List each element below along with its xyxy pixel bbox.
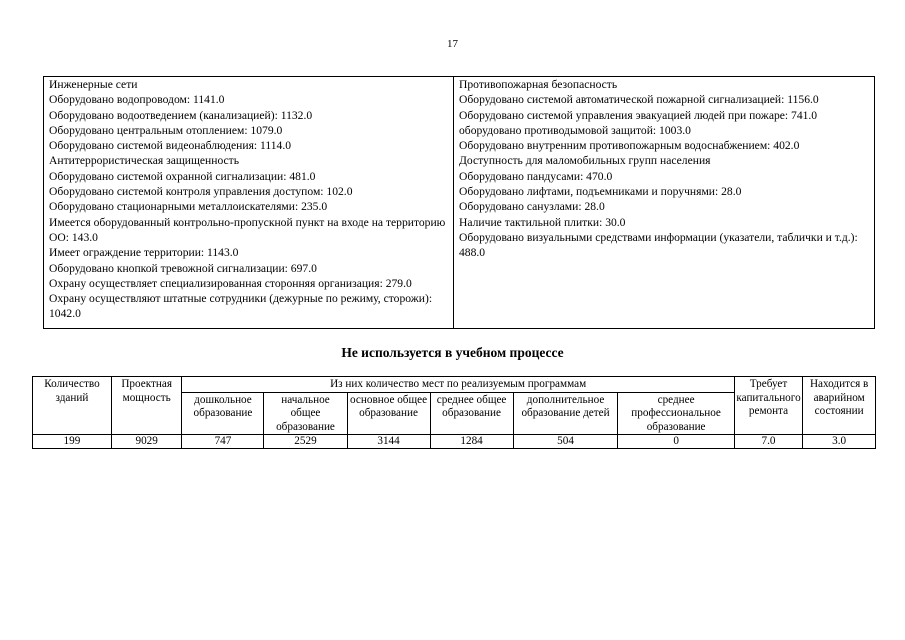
item-security-alarm: Оборудовано системой охранной сигнализации: 481.0 bbox=[49, 169, 316, 183]
item-sewerage: Оборудовано водоотведением (канализацией): 1132.0 bbox=[49, 108, 313, 122]
section-title-accessibility: Доступность для маломобильных групп населения bbox=[459, 154, 711, 168]
header-programs: Из них количество мест по реализуемым программам bbox=[182, 377, 734, 393]
table-row bbox=[33, 435, 876, 449]
item-panic-button: Оборудовано кнопкой тревожной сигнализации: 697.0 bbox=[49, 261, 317, 275]
value-preschool: 747 bbox=[182, 435, 264, 449]
item-evacuation-control: Оборудовано системой управления эвакуацией людей при пожаре: 741.0 bbox=[459, 108, 818, 122]
item-access-control: Оборудовано системой контроля управления доступом: 102.0 bbox=[49, 185, 353, 199]
item-staff-guard: Охрану осуществляют штатные сотрудники (дежурные по режиму, сторожи): 1042.0 bbox=[49, 292, 433, 321]
value-capacity: 9029 bbox=[111, 435, 182, 449]
value-basic: 3144 bbox=[347, 435, 430, 449]
item-ramps: Оборудовано пандусами: 470.0 bbox=[459, 169, 613, 183]
right-column bbox=[454, 77, 874, 328]
subheader-preschool: дошкольное образование bbox=[182, 392, 264, 435]
item-water-supply: Оборудовано водопроводом: 1141.0 bbox=[49, 93, 225, 107]
page-number: 17 bbox=[447, 38, 458, 50]
item-fire-alarm: Оборудовано системой автоматической пожарной сигнализацией: 1156.0 bbox=[459, 93, 819, 107]
subheader-primary: начальное общее образование bbox=[264, 392, 347, 435]
section-heading: Не используется в учебном процессе bbox=[341, 345, 564, 360]
header-capacity: Проектная мощность bbox=[111, 377, 182, 435]
header-emergency: Находится в аварийном состоянии bbox=[803, 377, 876, 435]
subheader-basic: основное общее образование bbox=[347, 392, 430, 435]
value-buildings: 199 bbox=[33, 435, 112, 449]
item-video-surveillance: Оборудовано системой видеонаблюдения: 1114.0 bbox=[49, 139, 292, 153]
subheader-vocational: среднее профессиональное образование bbox=[618, 392, 734, 435]
subheader-additional: дополнительное образование детей bbox=[513, 392, 618, 435]
value-secondary: 1284 bbox=[430, 435, 513, 449]
item-central-heating: Оборудовано центральным отоплением: 1079.0 bbox=[49, 123, 283, 137]
item-metal-detectors: Оборудовано стационарными металлоискателями: 235.0 bbox=[49, 200, 328, 214]
value-additional: 504 bbox=[513, 435, 618, 449]
item-visual-info: Оборудовано визуальными средствами информации (указатели, таблички и т.д.): 488.0 bbox=[459, 230, 858, 260]
infrastructure-table bbox=[43, 76, 875, 329]
item-external-guard: Охрану осуществляет специализированная сторонняя организация: 279.0 bbox=[49, 276, 412, 290]
value-emergency: 3.0 bbox=[803, 435, 876, 449]
value-primary: 2529 bbox=[264, 435, 347, 449]
item-checkpoint: Имеется оборудованный контрольно-пропускной пункт на входе на территорию ОО: 143.0 bbox=[49, 215, 446, 244]
section-title-fire-safety: Противопожарная безопасность bbox=[459, 78, 618, 91]
subheader-secondary: среднее общее образование bbox=[430, 392, 513, 435]
left-column bbox=[44, 77, 454, 328]
header-repair: Требует капитального ремонта bbox=[734, 377, 803, 435]
header-buildings: Количество зданий bbox=[33, 377, 112, 435]
unused-buildings-table bbox=[32, 376, 876, 449]
value-repair: 7.0 bbox=[734, 435, 803, 449]
section-title-antiterror: Антитеррористическая защищенность bbox=[49, 154, 240, 168]
item-lifts: Оборудовано лифтами, подъемниками и поручнями: 28.0 bbox=[459, 185, 742, 199]
item-fire-water-supply: Оборудовано внутренним противопожарным водоснабжением: 402.0 bbox=[459, 139, 800, 153]
item-fencing: Имеет ограждение территории: 1143.0 bbox=[49, 246, 239, 260]
value-vocational: 0 bbox=[618, 435, 734, 449]
item-restrooms: Оборудовано санузлами: 28.0 bbox=[459, 200, 605, 214]
section-title-engineering: Инженерные сети bbox=[49, 78, 138, 91]
item-smoke-protection: оборудовано противодымовой защитой: 1003.0 bbox=[459, 123, 691, 137]
item-tactile-tiles: Наличие тактильной плитки: 30.0 bbox=[459, 215, 626, 229]
